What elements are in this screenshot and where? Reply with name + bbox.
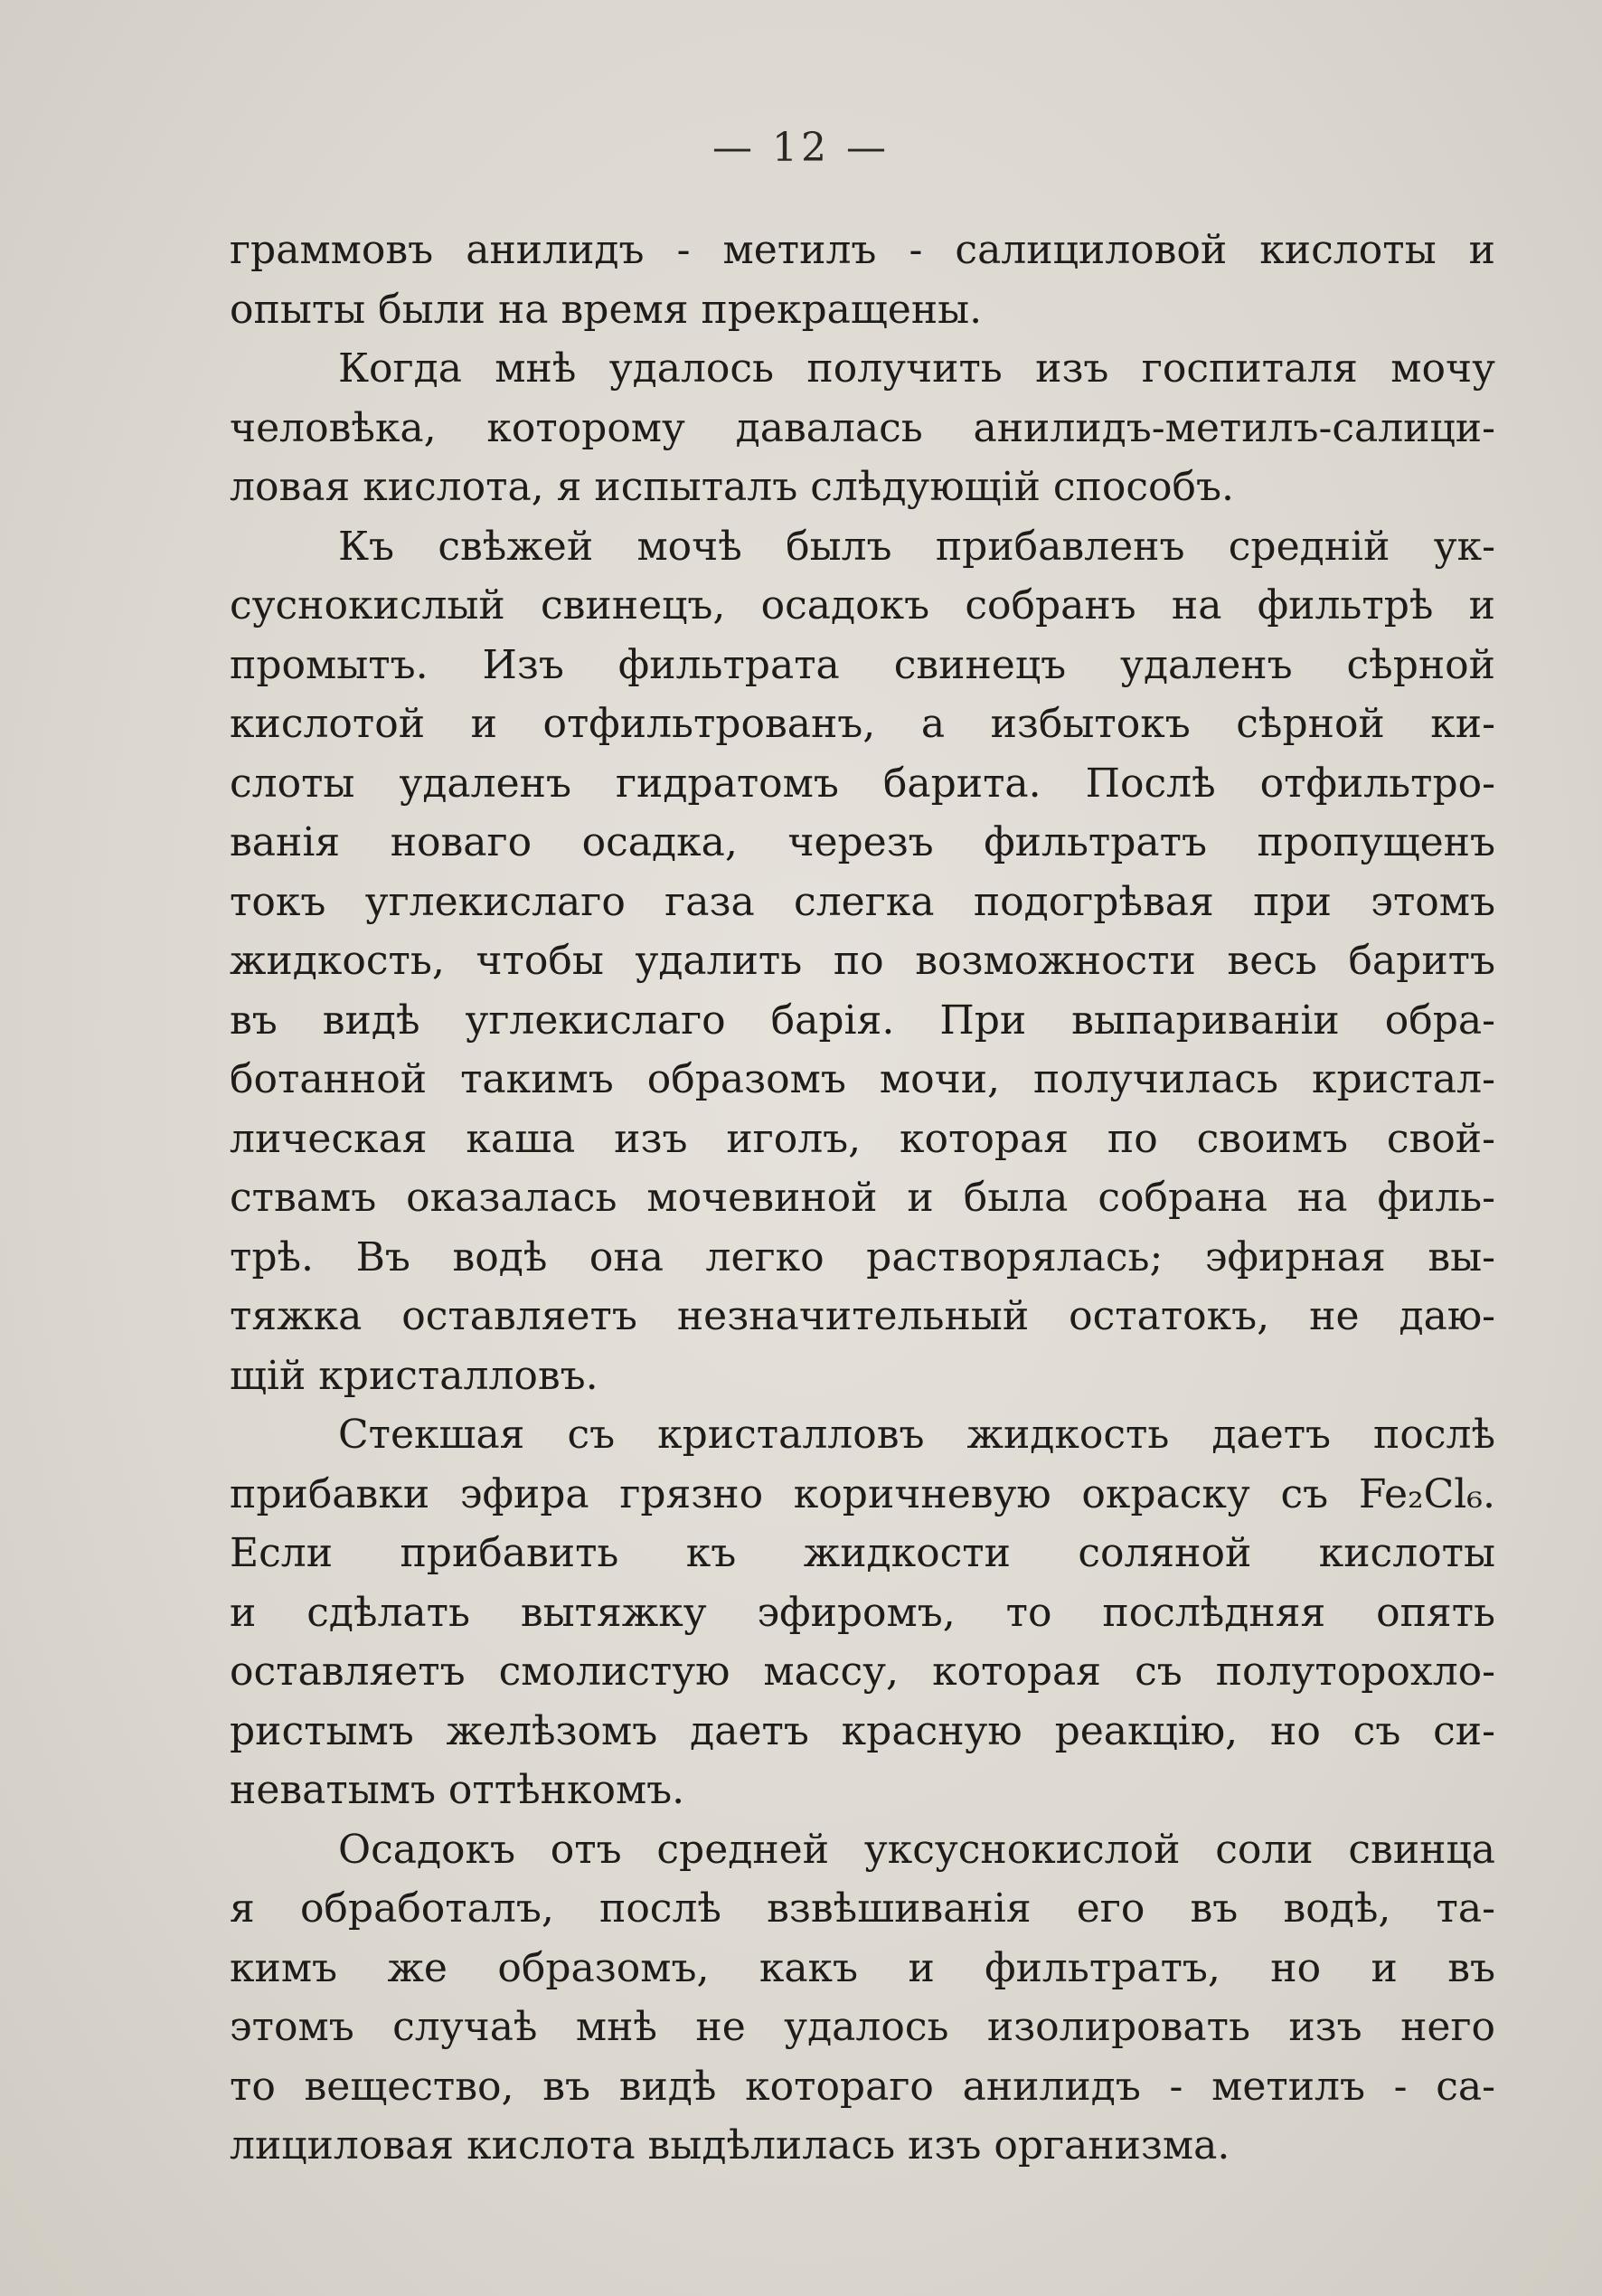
text-line: ловая кислота, я испыталъ слѣдующій способъ. xyxy=(230,464,1234,510)
text-line: то вещество, въ видѣ котораго анилидъ - метилъ - са- xyxy=(230,2063,1495,2110)
text-line: лическая каша изъ иголъ, которая по своимъ свой- xyxy=(230,1115,1495,1162)
text-line: ванія новаго осадка, черезъ фильтратъ пропущенъ xyxy=(230,819,1495,865)
text-line: слоты удаленъ гидратомъ барита. Послѣ отфильтро- xyxy=(230,760,1495,807)
text-line: прибавки эфира грязно коричневую окраску съ Fe₂Cl₆. xyxy=(230,1470,1495,1517)
text-line: кислотой и отфильтрованъ, а избытокъ сѣрной ки- xyxy=(230,701,1495,747)
text-line: человѣка, которому давалась анилидъ-метилъ-салици- xyxy=(230,404,1495,451)
page-number: — 12 — xyxy=(712,125,890,171)
text-line: токъ углекислаго газа слегка подогрѣвая при этомъ xyxy=(230,878,1495,925)
body-text xyxy=(230,221,1495,2176)
text-line: жидкость, чтобы удалить по возможности весь баритъ xyxy=(230,938,1495,984)
text-line: ристымъ желѣзомъ даетъ красную реакцію, но съ си- xyxy=(230,1707,1495,1754)
text-line: я обработалъ, послѣ взвѣшиванія его въ водѣ, та- xyxy=(230,1885,1495,1932)
text-line: промытъ. Изъ фильтрата свинецъ удаленъ сѣрной xyxy=(230,641,1495,688)
text-line: неватымъ оттѣнкомъ. xyxy=(230,1767,685,1813)
text-line: ботанной такимъ образомъ мочи, получилась кристал- xyxy=(230,1056,1495,1102)
text-line: трѣ. Въ водѣ она легко растворялась; эфирная вы- xyxy=(230,1233,1495,1280)
text-line: Стекшая съ кристалловъ жидкость даетъ послѣ xyxy=(338,1412,1495,1458)
text-line: этомъ случаѣ мнѣ не удалось изолировать изъ него xyxy=(230,2004,1495,2050)
text-line: ствамъ оказалась мочевиной и была собрана на филь- xyxy=(230,1175,1495,1221)
text-line: лициловая кислота выдѣлилась изъ организма. xyxy=(230,2122,1230,2168)
text-line: Осадокъ отъ средней уксуснокислой соли свинца xyxy=(338,1826,1495,1873)
text-line: Къ свѣжей мочѣ былъ прибавленъ средній ук- xyxy=(338,523,1495,570)
text-line: Если прибавить къ жидкости соляной кислоты xyxy=(230,1530,1495,1576)
text-line: суснокислый свинецъ, осадокъ собранъ на фильтрѣ и xyxy=(230,582,1495,628)
text-line: оставляетъ смолистую массу, которая съ полуторохло- xyxy=(230,1649,1495,1695)
text-line: кимъ же образомъ, какъ и фильтратъ, но и въ xyxy=(230,1944,1495,1991)
text-line: опыты были на время прекращены. xyxy=(230,286,983,333)
text-line: граммовъ анилидъ - метилъ - салициловой кислоты и xyxy=(230,227,1495,273)
text-line: и сдѣлать вытяжку эфиромъ, то послѣдняя опять xyxy=(230,1589,1495,1636)
text-line: въ видѣ углекислаго барія. При выпариваніи обра- xyxy=(230,997,1495,1044)
text-line: тяжка оставляетъ незначительный остатокъ, не дaю- xyxy=(230,1293,1495,1339)
text-line: щій кристалловъ. xyxy=(230,1352,598,1399)
text-line: Когда мнѣ удалось получить изъ госпиталя мочу xyxy=(338,345,1495,392)
